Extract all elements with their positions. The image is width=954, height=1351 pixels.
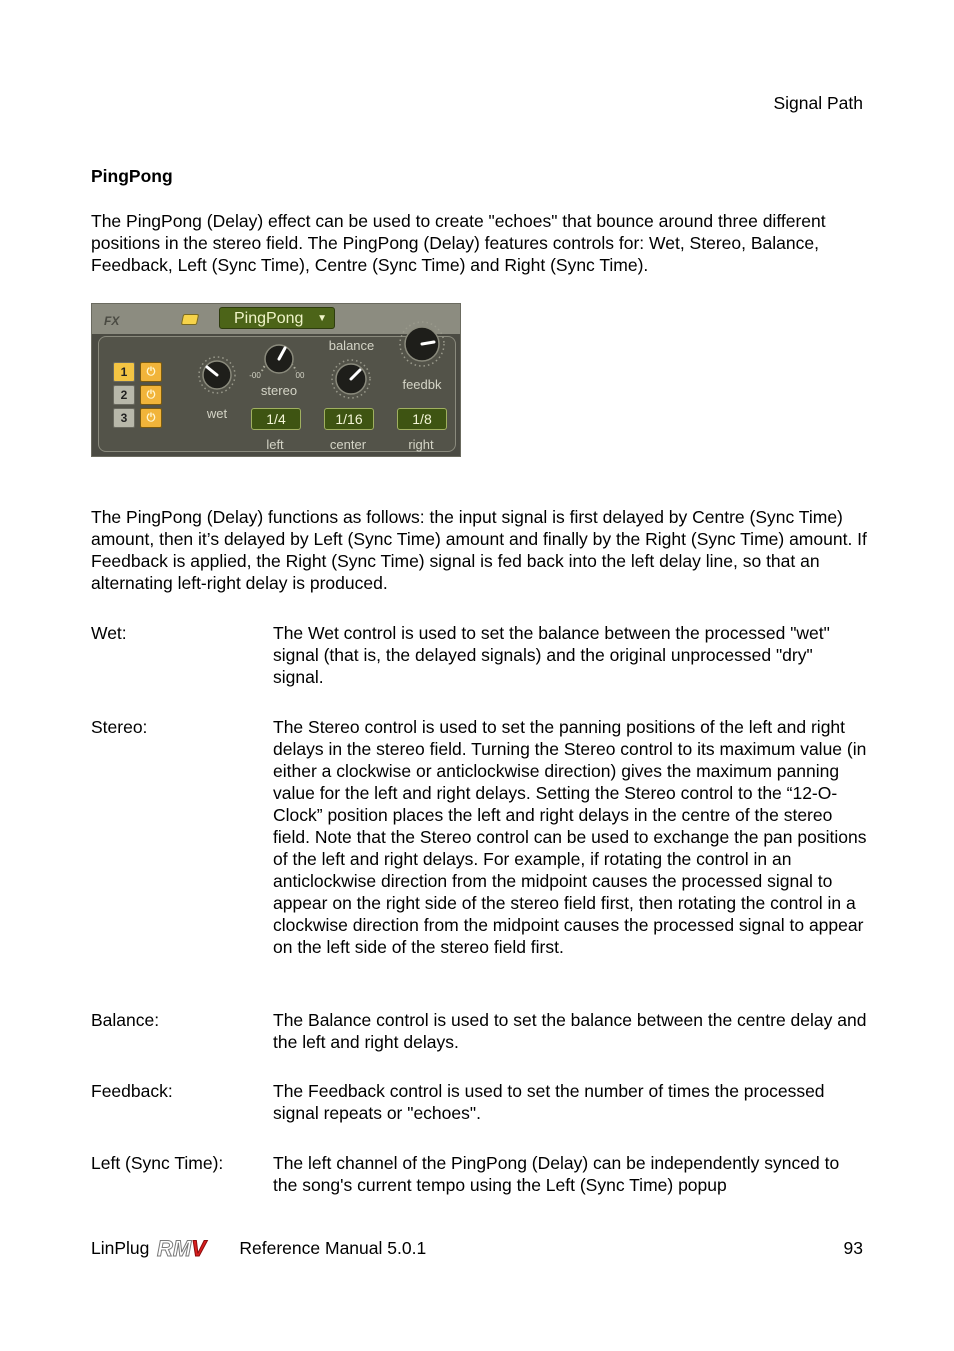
page-number: 93	[843, 1238, 863, 1258]
footer-manual-title: Reference Manual 5.0.1	[239, 1238, 427, 1258]
slot-1-power-icon[interactable]: ⏻	[140, 362, 162, 382]
intro-paragraph: The PingPong (Delay) effect can be used to create "echoes" that bounce around three different positions in the stereo field. The PingPong (Delay) features controls for: Wet, Stereo, Balance, Feedback, Left (Sync Time), Centre (Sync Time) and Right (Sync Time).	[91, 211, 826, 275]
fx-enable-led[interactable]	[181, 314, 199, 325]
center-sync-time-select[interactable]: 1/16	[324, 408, 374, 430]
definition-term: Feedback:	[91, 1081, 173, 1101]
definition-term: Left (Sync Time):	[91, 1153, 224, 1173]
balance-knob[interactable]	[329, 357, 373, 401]
feedback-knob[interactable]	[397, 319, 447, 369]
center-sync-label: center	[329, 437, 367, 452]
right-sync-label: right	[408, 437, 434, 452]
section-title: PingPong	[91, 166, 173, 186]
stereo-min-label: -00	[249, 371, 261, 380]
right-sync-time-select[interactable]: 1/8	[397, 408, 447, 430]
definition-term: Balance:	[91, 1010, 160, 1030]
footer-brand: LinPlug	[91, 1238, 150, 1258]
footer-left	[91, 1237, 426, 1259]
rmv-logo-text: RMV	[157, 1237, 207, 1259]
running-header: Signal Path	[773, 93, 863, 113]
slot-1-button[interactable]: 1	[113, 362, 135, 382]
definition-term: Wet:	[91, 623, 127, 643]
feedback-label: feedbk	[402, 377, 442, 392]
slot-3-power-icon[interactable]: ⏻	[140, 408, 162, 428]
stereo-label: stereo	[260, 383, 298, 398]
effect-type-value: PingPong	[234, 310, 304, 327]
stereo-max-label: 00	[295, 371, 305, 380]
balance-label: balance	[328, 338, 375, 353]
fx-label: FX	[104, 314, 120, 328]
slot-2-power-icon[interactable]: ⏻	[140, 385, 162, 405]
rmv-logo-icon	[155, 1237, 233, 1259]
definition-desc: The left channel of the PingPong (Delay) can be independently synced to the song's current tempo using the Left (Sync Time) popup	[273, 1153, 840, 1195]
definition-desc: The Wet control is used to set the balance between the processed "wet" signal (that is, the delayed signals) and the original unprocessed "dry" signal.	[273, 623, 830, 687]
slot-3-button[interactable]: 3	[113, 408, 135, 428]
left-sync-label: left	[266, 437, 284, 452]
chevron-down-icon: ▼	[317, 313, 327, 324]
effect-type-select[interactable]	[219, 307, 335, 329]
fx-body	[98, 336, 456, 452]
definition-term: Stereo:	[91, 717, 148, 737]
definition-desc: The Stereo control is used to set the panning positions of the left and right delays in the stereo field. Turning the Stereo control to its maximum value (in either a clockwise or anticlockwise direction) gives the maximum panning value for the left and right delays. Setting the Stereo control to the “12-O-Clock” position places the left and right delays in the centre of the stereo field. Note that the Stereo control can be used to exchange the pan positions of the left and right delays. For example, if rotating the control in an anticlockwise direction from the midpoint causes the processed signal to appear on the right side of the stereo field first, then rotating the control in a clockwise direction from the midpoint causes the processed signal to appear on the left side of the stereo field first.	[273, 717, 867, 957]
definition-desc: The Feedback control is used to set the number of times the processed signal repeats or "echoes".	[273, 1081, 825, 1123]
definition-desc: The Balance control is used to set the balance between the centre delay and the left and right delays.	[273, 1010, 867, 1052]
wet-knob[interactable]	[197, 355, 237, 395]
fx-panel	[91, 303, 461, 457]
wet-label: wet	[206, 406, 228, 421]
slot-2-button[interactable]: 2	[113, 385, 135, 405]
left-sync-time-select[interactable]: 1/4	[251, 408, 301, 430]
description-paragraph: The PingPong (Delay) functions as follows: the input signal is first delayed by Centre (Sync Time) amount, then it’s delayed by Left (Sync Time) amount and finally by the Right (Sync Time) amount. If Feedback is applied, the Right (Sync Time) signal is fed back into the left delay line, so that an alternating left-right delay is produced.	[91, 507, 867, 593]
